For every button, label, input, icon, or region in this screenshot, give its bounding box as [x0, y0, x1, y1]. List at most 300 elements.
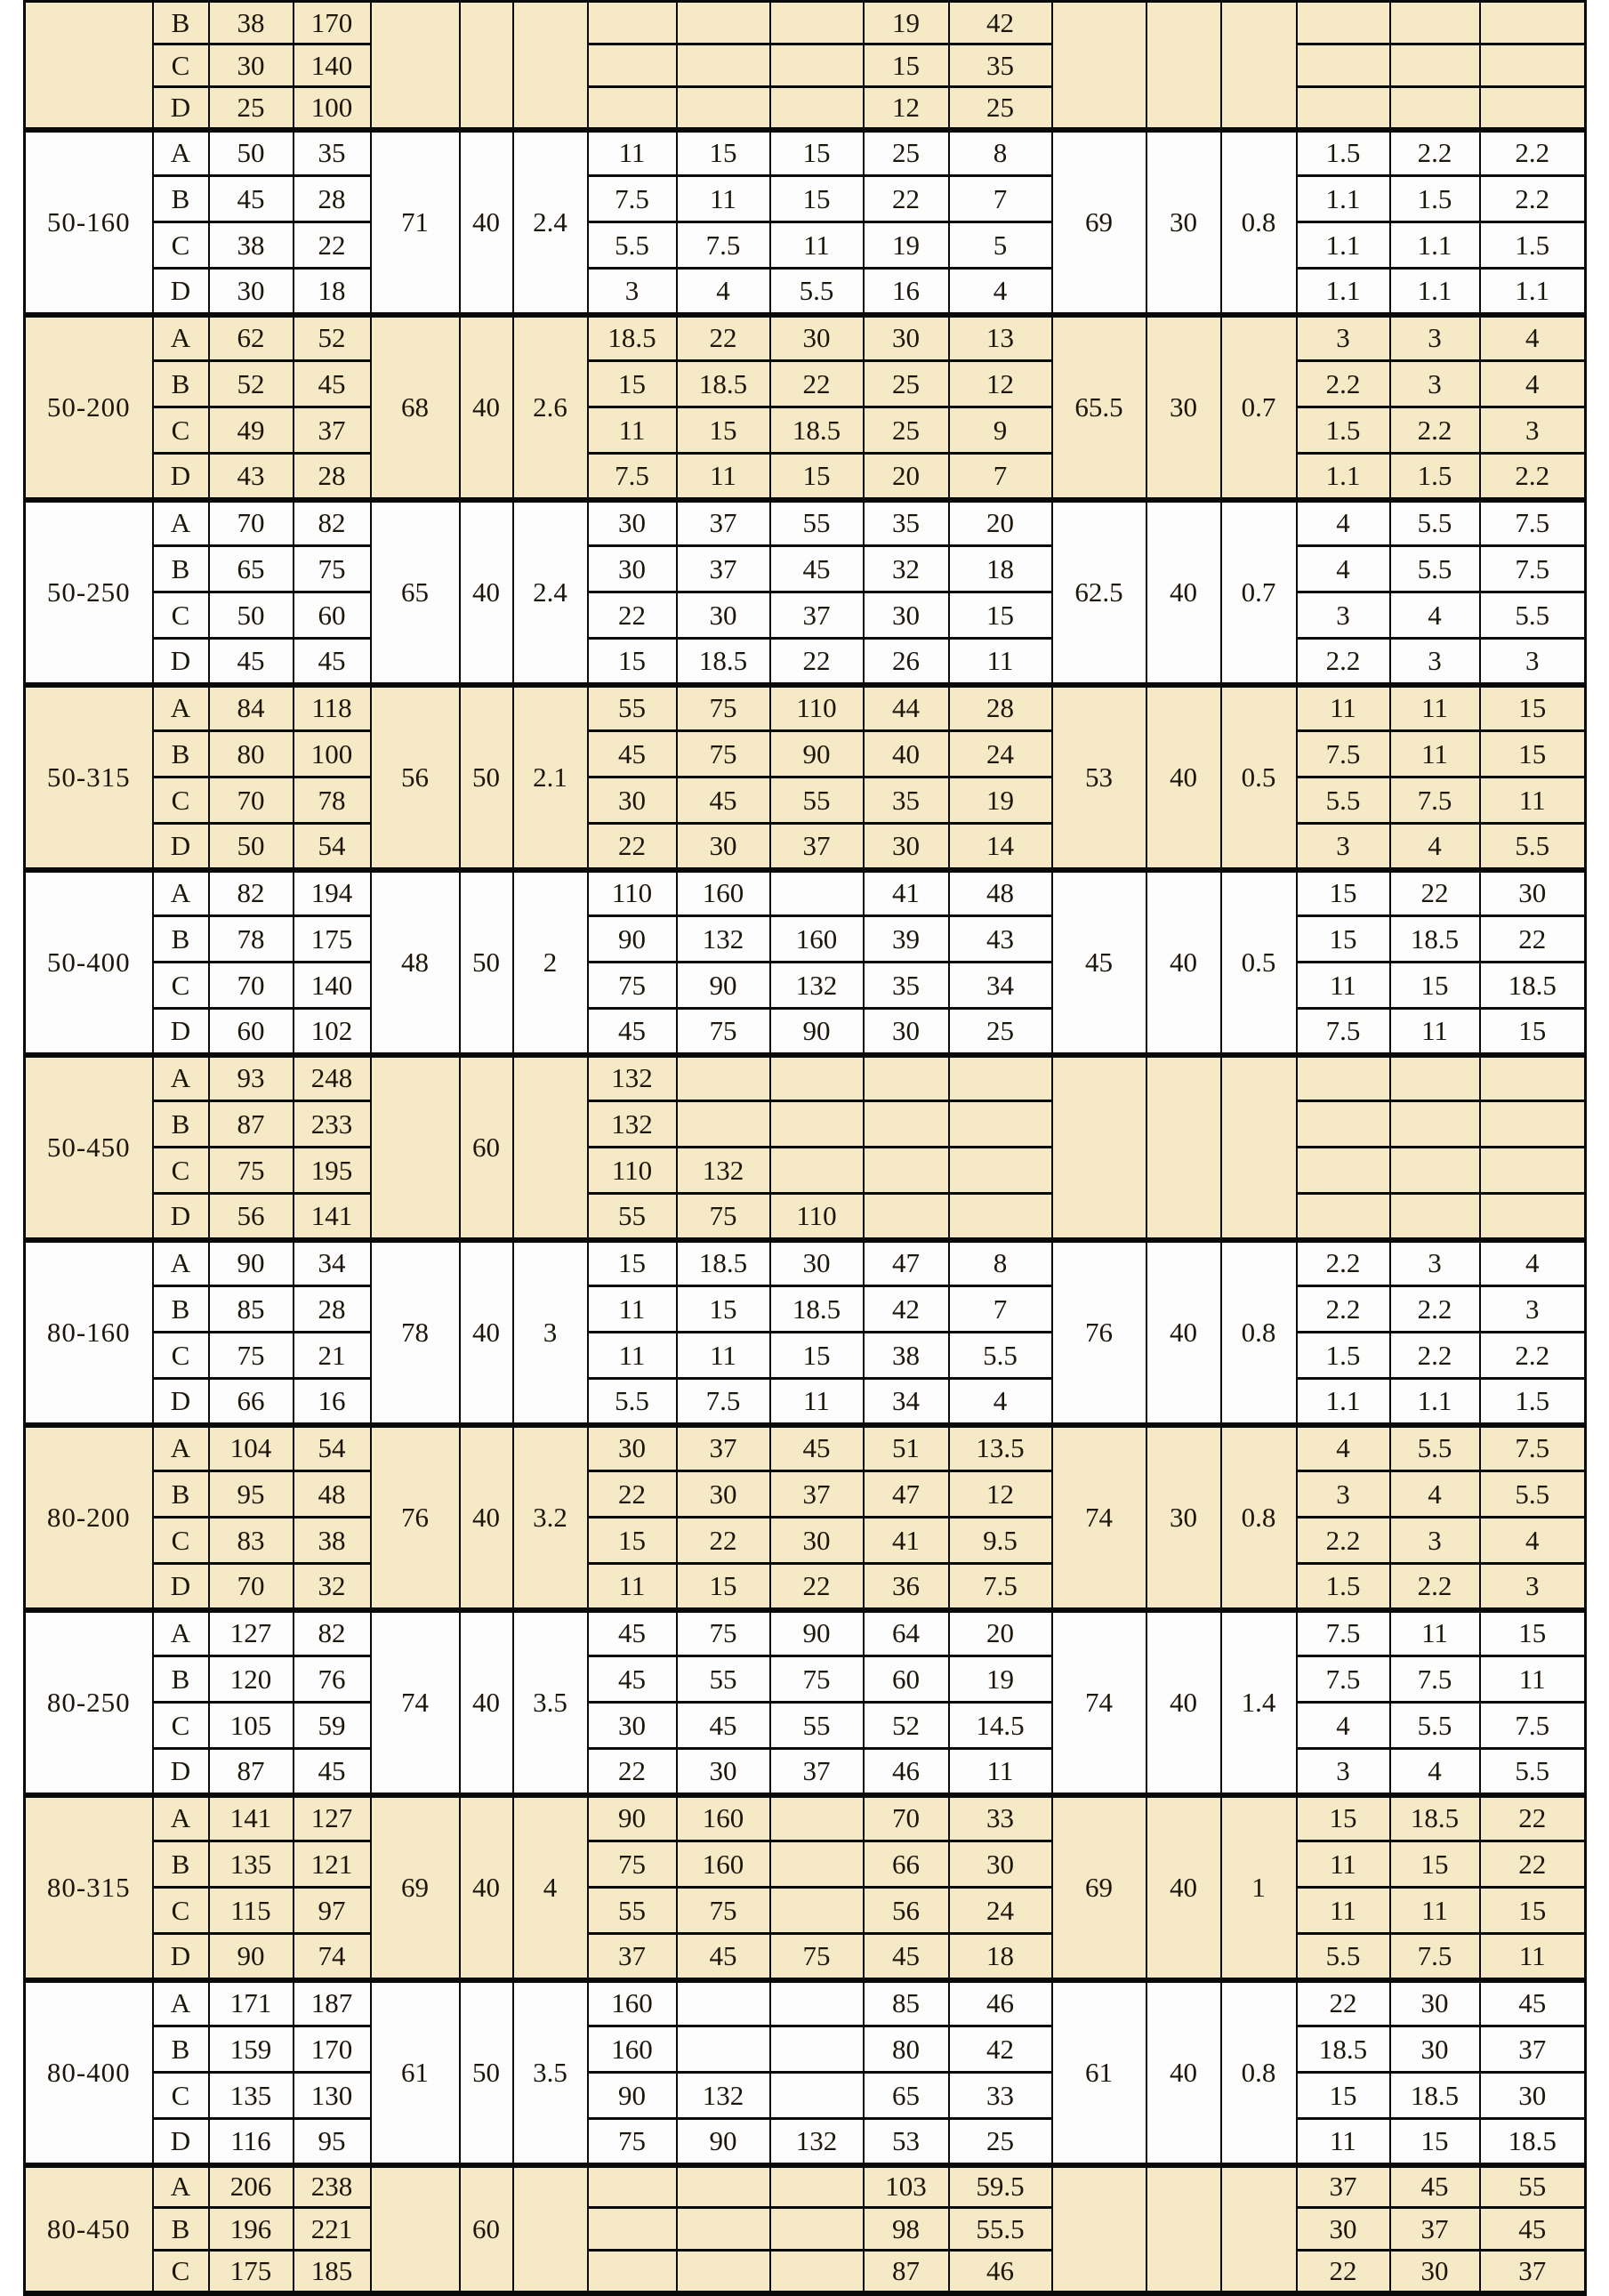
- grade-cell: D: [153, 1379, 209, 1425]
- spec-cell: 30: [864, 315, 949, 361]
- spec-row: [25, 2, 1586, 44]
- spec-cell: 120: [209, 1656, 294, 1703]
- spec-row: [25, 407, 1586, 454]
- spec-cell: 45: [864, 1934, 949, 1980]
- spec-cell: [677, 2026, 770, 2073]
- spec-cell: 1.1: [1390, 269, 1480, 315]
- spec-cell: 37: [677, 546, 770, 592]
- spec-cell: 15: [677, 1564, 770, 1610]
- spec-cell: 55: [770, 500, 864, 546]
- spec-cell: 132: [677, 916, 770, 963]
- spec-cell: 11: [1480, 777, 1586, 824]
- grade-cell: D: [153, 1934, 209, 1980]
- spec-cell: 47: [864, 1240, 949, 1286]
- spec-cell: 54: [294, 1425, 371, 1471]
- spec-cell: 1.1: [1297, 1379, 1390, 1425]
- spec-cell: 55: [770, 777, 864, 824]
- spec-cell: 100: [294, 731, 371, 777]
- model-cell: 80-400: [25, 1980, 153, 2165]
- spec-cell: 25: [864, 130, 949, 176]
- spec-cell: 7: [949, 454, 1052, 500]
- model-cell: 80-315: [25, 1795, 153, 1980]
- spec-cell: [1297, 1101, 1390, 1148]
- spec-cell: 45: [294, 361, 371, 407]
- spec-cell: 22: [1297, 1980, 1390, 2026]
- spec-cell: 45: [209, 639, 294, 685]
- spec-cell: 15: [1297, 916, 1390, 963]
- spec-cell: 160: [588, 1980, 677, 2026]
- spec-cell: 4: [1297, 1703, 1390, 1749]
- spec-cell: [949, 1101, 1052, 1148]
- model-cell: 50-450: [25, 1055, 153, 1240]
- spec-cell: 1.5: [1297, 407, 1390, 454]
- spec-row: [25, 685, 1586, 731]
- model-cell: 80-450: [25, 2165, 153, 2293]
- spec-merged-cell: 40: [460, 315, 513, 500]
- spec-cell: 90: [770, 731, 864, 777]
- model-cell: 50-250: [25, 500, 153, 685]
- spec-row: [25, 1795, 1586, 1841]
- spec-cell: 7.5: [1297, 1656, 1390, 1703]
- spec-merged-cell: 3.5: [513, 1980, 588, 2165]
- spec-cell: 52: [864, 1703, 949, 1749]
- spec-cell: 2.2: [1297, 639, 1390, 685]
- spec-row: [25, 1425, 1586, 1471]
- spec-cell: 38: [209, 222, 294, 269]
- spec-cell: 187: [294, 1980, 371, 2026]
- spec-cell: 15: [1480, 1610, 1586, 1656]
- spec-cell: 65: [209, 546, 294, 592]
- spec-cell: 7.5: [1480, 546, 1586, 592]
- spec-cell: 170: [294, 2, 371, 44]
- spec-cell: 22: [588, 824, 677, 870]
- spec-row: [25, 824, 1586, 870]
- spec-cell: 87: [864, 2251, 949, 2293]
- spec-cell: 87: [209, 1101, 294, 1148]
- spec-cell: 37: [1480, 2026, 1586, 2073]
- spec-cell: 4: [677, 269, 770, 315]
- spec-cell: 194: [294, 870, 371, 916]
- spec-cell: 15: [1480, 731, 1586, 777]
- spec-row: [25, 361, 1586, 407]
- spec-cell: 43: [209, 454, 294, 500]
- spec-cell: 28: [294, 176, 371, 222]
- spec-cell: 15: [1480, 685, 1586, 731]
- spec-cell: 45: [209, 176, 294, 222]
- spec-merged-cell: 40: [460, 1425, 513, 1610]
- grade-cell: C: [153, 407, 209, 454]
- spec-row: [25, 592, 1586, 639]
- spec-cell: 18.5: [770, 407, 864, 454]
- spec-merged-cell: [371, 2165, 460, 2293]
- grade-cell: B: [153, 1656, 209, 1703]
- spec-cell: [770, 1980, 864, 2026]
- model-cell: 80-160: [25, 1240, 153, 1425]
- spec-cell: 75: [770, 1934, 864, 1980]
- spec-cell: 75: [677, 731, 770, 777]
- spec-cell: 45: [588, 1610, 677, 1656]
- spec-cell: 45: [1480, 1980, 1586, 2026]
- spec-cell: 196: [209, 2208, 294, 2251]
- grade-cell: A: [153, 1980, 209, 2026]
- grade-cell: C: [153, 1148, 209, 1194]
- spec-cell: 4: [949, 269, 1052, 315]
- spec-cell: [1297, 1055, 1390, 1101]
- model-cell: 50-400: [25, 870, 153, 1055]
- spec-cell: [770, 2165, 864, 2208]
- spec-cell: 7.5: [1390, 1656, 1480, 1703]
- spec-cell: 22: [294, 222, 371, 269]
- spec-row: [25, 2251, 1586, 2293]
- spec-merged-cell: 0.7: [1221, 315, 1297, 500]
- spec-cell: 39: [864, 916, 949, 963]
- spec-cell: 90: [770, 1009, 864, 1055]
- spec-cell: 37: [770, 1471, 864, 1518]
- spec-cell: [1390, 1055, 1480, 1101]
- spec-cell: 90: [588, 1795, 677, 1841]
- spec-cell: 15: [770, 454, 864, 500]
- spec-cell: [1297, 1148, 1390, 1194]
- spec-merged-cell: [513, 2165, 588, 2293]
- spec-cell: 160: [677, 1795, 770, 1841]
- spec-cell: 37: [770, 1749, 864, 1795]
- spec-merged-cell: 69: [1052, 130, 1146, 315]
- spec-cell: 75: [209, 1333, 294, 1379]
- spec-cell: 30: [588, 546, 677, 592]
- grade-cell: C: [153, 777, 209, 824]
- spec-cell: 2.2: [1480, 176, 1586, 222]
- spec-cell: 2.2: [1297, 1518, 1390, 1564]
- spec-cell: 70: [864, 1795, 949, 1841]
- spec-cell: 15: [588, 639, 677, 685]
- grade-cell: B: [153, 361, 209, 407]
- spec-cell: 16: [864, 269, 949, 315]
- spec-merged-cell: 0.8: [1221, 130, 1297, 315]
- spec-cell: [1390, 1148, 1480, 1194]
- spec-row: [25, 1194, 1586, 1240]
- spec-cell: [770, 870, 864, 916]
- spec-merged-cell: 61: [1052, 1980, 1146, 2165]
- grade-cell: C: [153, 592, 209, 639]
- grade-cell: B: [153, 546, 209, 592]
- spec-cell: 9: [949, 407, 1052, 454]
- spec-merged-cell: 65.5: [1052, 315, 1146, 500]
- spec-cell: 11: [949, 1749, 1052, 1795]
- spec-cell: 45: [677, 777, 770, 824]
- spec-cell: 11: [588, 407, 677, 454]
- spec-cell: 2.2: [1390, 1333, 1480, 1379]
- spec-cell: [949, 1148, 1052, 1194]
- grade-cell: C: [153, 1333, 209, 1379]
- spec-cell: [770, 1841, 864, 1888]
- spec-cell: 18.5: [1390, 1795, 1480, 1841]
- spec-cell: 30: [677, 592, 770, 639]
- spec-cell: 13: [949, 315, 1052, 361]
- spec-cell: 37: [294, 407, 371, 454]
- spec-cell: 11: [949, 639, 1052, 685]
- pump-spec-table: [23, 0, 1587, 2296]
- grade-cell: A: [153, 870, 209, 916]
- spec-merged-cell: [1221, 1055, 1297, 1240]
- spec-cell: 70: [209, 777, 294, 824]
- spec-cell: 54: [294, 824, 371, 870]
- grade-cell: B: [153, 2, 209, 44]
- spec-cell: 3: [1297, 592, 1390, 639]
- spec-cell: 25: [864, 361, 949, 407]
- spec-cell: 3: [1480, 1286, 1586, 1333]
- spec-cell: [677, 2, 770, 44]
- spec-merged-cell: 45: [1052, 870, 1146, 1055]
- spec-cell: 83: [209, 1518, 294, 1564]
- spec-cell: 105: [209, 1703, 294, 1749]
- spec-cell: 30: [864, 1009, 949, 1055]
- spec-cell: 1.1: [1297, 176, 1390, 222]
- spec-cell: 160: [770, 916, 864, 963]
- spec-cell: [1297, 87, 1390, 130]
- spec-cell: 132: [770, 963, 864, 1009]
- spec-cell: 45: [677, 1703, 770, 1749]
- spec-cell: 12: [949, 361, 1052, 407]
- spec-cell: 9.5: [949, 1518, 1052, 1564]
- spec-row: [25, 2165, 1586, 2208]
- spec-cell: 7.5: [1297, 731, 1390, 777]
- spec-cell: 115: [209, 1888, 294, 1934]
- spec-cell: 43: [949, 916, 1052, 963]
- spec-cell: 7.5: [677, 1379, 770, 1425]
- spec-cell: 48: [949, 870, 1052, 916]
- spec-cell: [770, 1888, 864, 1934]
- spec-cell: 37: [677, 1425, 770, 1471]
- spec-merged-cell: 2.4: [513, 500, 588, 685]
- spec-cell: 45: [588, 1009, 677, 1055]
- spec-cell: 62: [209, 315, 294, 361]
- spec-cell: 75: [588, 2119, 677, 2165]
- spec-row: [25, 500, 1586, 546]
- spec-cell: 64: [864, 1610, 949, 1656]
- spec-cell: 34: [864, 1379, 949, 1425]
- spec-cell: [677, 44, 770, 87]
- spec-cell: 18.5: [1297, 2026, 1390, 2073]
- spec-merged-cell: [1146, 2, 1221, 130]
- spec-cell: 19: [864, 2, 949, 44]
- spec-row: [25, 963, 1586, 1009]
- spec-merged-cell: 4: [513, 1795, 588, 1980]
- spec-cell: 85: [209, 1286, 294, 1333]
- spec-cell: 1.1: [1297, 454, 1390, 500]
- grade-cell: D: [153, 269, 209, 315]
- spec-cell: 4: [1480, 315, 1586, 361]
- spec-cell: [1390, 44, 1480, 87]
- spec-cell: 82: [209, 870, 294, 916]
- spec-cell: [1297, 1194, 1390, 1240]
- spec-cell: 30: [770, 315, 864, 361]
- spec-cell: [588, 2208, 677, 2251]
- grade-cell: A: [153, 315, 209, 361]
- spec-cell: 15: [677, 130, 770, 176]
- spec-row: [25, 87, 1586, 130]
- spec-cell: 7.5: [1480, 1703, 1586, 1749]
- spec-cell: 15: [864, 44, 949, 87]
- spec-cell: 75: [588, 1841, 677, 1888]
- spec-cell: 45: [770, 1425, 864, 1471]
- spec-cell: 75: [677, 685, 770, 731]
- spec-cell: [1297, 44, 1390, 87]
- grade-cell: A: [153, 1610, 209, 1656]
- spec-cell: 95: [209, 1471, 294, 1518]
- spec-cell: 45: [588, 1656, 677, 1703]
- spec-cell: 118: [294, 685, 371, 731]
- spec-cell: 45: [588, 731, 677, 777]
- spec-cell: 4: [1390, 824, 1480, 870]
- spec-cell: 82: [294, 1610, 371, 1656]
- spec-cell: 84: [209, 685, 294, 731]
- spec-cell: 51: [864, 1425, 949, 1471]
- spec-cell: 42: [949, 2, 1052, 44]
- spec-cell: 90: [588, 916, 677, 963]
- spec-row: [25, 916, 1586, 963]
- spec-cell: 48: [294, 1471, 371, 1518]
- spec-cell: 15: [1297, 870, 1390, 916]
- spec-cell: 175: [209, 2251, 294, 2293]
- spec-cell: 100: [294, 87, 371, 130]
- spec-cell: 25: [949, 1009, 1052, 1055]
- spec-cell: [864, 1194, 949, 1240]
- spec-row: [25, 1564, 1586, 1610]
- spec-cell: 37: [677, 500, 770, 546]
- spec-cell: 11: [1480, 1934, 1586, 1980]
- spec-cell: 1.5: [1297, 1564, 1390, 1610]
- spec-merged-cell: [1052, 1055, 1146, 1240]
- spec-cell: 11: [1390, 731, 1480, 777]
- spec-cell: 97: [294, 1888, 371, 1934]
- spec-cell: 45: [770, 546, 864, 592]
- spec-merged-cell: 40: [1146, 1240, 1221, 1425]
- spec-cell: [1297, 2, 1390, 44]
- grade-cell: D: [153, 454, 209, 500]
- spec-merged-cell: 0.5: [1221, 870, 1297, 1055]
- spec-merged-cell: 74: [371, 1610, 460, 1795]
- spec-cell: 55: [770, 1703, 864, 1749]
- spec-cell: 95: [294, 2119, 371, 2165]
- spec-cell: 2.2: [1297, 1240, 1390, 1286]
- spec-cell: 141: [294, 1194, 371, 1240]
- spec-merged-cell: [1221, 2, 1297, 130]
- spec-merged-cell: 60: [460, 2165, 513, 2293]
- spec-cell: [770, 2073, 864, 2119]
- spec-cell: 18.5: [1390, 916, 1480, 963]
- spec-cell: 98: [864, 2208, 949, 2251]
- spec-merged-cell: 74: [1052, 1425, 1146, 1610]
- spec-cell: 11: [1390, 685, 1480, 731]
- spec-cell: 36: [864, 1564, 949, 1610]
- spec-cell: 74: [294, 1934, 371, 1980]
- spec-cell: 130: [294, 2073, 371, 2119]
- spec-cell: 1.1: [1390, 222, 1480, 269]
- spec-row: [25, 2073, 1586, 2119]
- spec-cell: 30: [949, 1841, 1052, 1888]
- spec-cell: [588, 87, 677, 130]
- spec-cell: [677, 87, 770, 130]
- spec-cell: 22: [677, 1518, 770, 1564]
- spec-cell: 11: [588, 1286, 677, 1333]
- spec-cell: 47: [864, 1471, 949, 1518]
- spec-cell: 206: [209, 2165, 294, 2208]
- spec-cell: 160: [677, 1841, 770, 1888]
- grade-cell: D: [153, 2119, 209, 2165]
- spec-cell: 30: [1390, 2251, 1480, 2293]
- grade-cell: D: [153, 639, 209, 685]
- spec-cell: 30: [677, 824, 770, 870]
- spec-cell: 5.5: [588, 222, 677, 269]
- spec-row: [25, 176, 1586, 222]
- spec-cell: 3: [1390, 315, 1480, 361]
- spec-cell: 22: [588, 1471, 677, 1518]
- spec-cell: 18.5: [1390, 2073, 1480, 2119]
- spec-cell: 93: [209, 1055, 294, 1101]
- spec-cell: 2.2: [1297, 1286, 1390, 1333]
- spec-row: [25, 130, 1586, 176]
- spec-cell: 1.5: [1390, 454, 1480, 500]
- spec-merged-cell: 61: [371, 1980, 460, 2165]
- spec-cell: [1390, 87, 1480, 130]
- spec-cell: 35: [294, 130, 371, 176]
- spec-merged-cell: 40: [1146, 685, 1221, 870]
- spec-row: [25, 1518, 1586, 1564]
- spec-merged-cell: 74: [1052, 1610, 1146, 1795]
- spec-cell: 90: [588, 2073, 677, 2119]
- spec-row: [25, 1055, 1586, 1101]
- spec-cell: 5.5: [1297, 777, 1390, 824]
- spec-cell: 3: [1480, 1564, 1586, 1610]
- spec-row: [25, 1841, 1586, 1888]
- spec-cell: 18.5: [677, 1240, 770, 1286]
- spec-cell: 37: [770, 592, 864, 639]
- spec-cell: [1480, 2, 1586, 44]
- grade-cell: B: [153, 2208, 209, 2251]
- spec-cell: 11: [1480, 1656, 1586, 1703]
- spec-cell: 15: [1480, 1888, 1586, 1934]
- spec-merged-cell: 0.8: [1221, 1240, 1297, 1425]
- spec-cell: 75: [677, 1194, 770, 1240]
- grade-cell: D: [153, 824, 209, 870]
- grade-cell: B: [153, 2026, 209, 2073]
- spec-cell: 55: [588, 1888, 677, 1934]
- spec-cell: 7.5: [1297, 1610, 1390, 1656]
- spec-cell: 41: [864, 870, 949, 916]
- spec-cell: 160: [588, 2026, 677, 2073]
- spec-row: [25, 1656, 1586, 1703]
- spec-row: [25, 777, 1586, 824]
- spec-cell: 82: [294, 500, 371, 546]
- spec-cell: 30: [677, 1471, 770, 1518]
- spec-merged-cell: 0.5: [1221, 685, 1297, 870]
- spec-cell: 37: [588, 1934, 677, 1980]
- model-cell: 50-160: [25, 130, 153, 315]
- spec-cell: 22: [588, 1749, 677, 1795]
- grade-cell: B: [153, 916, 209, 963]
- spec-cell: 18: [949, 546, 1052, 592]
- spec-cell: 50: [209, 592, 294, 639]
- spec-cell: 26: [864, 639, 949, 685]
- spec-cell: 132: [588, 1055, 677, 1101]
- spec-cell: 2.2: [1390, 130, 1480, 176]
- spec-cell: 20: [864, 454, 949, 500]
- spec-cell: 18.5: [770, 1286, 864, 1333]
- spec-cell: [864, 1101, 949, 1148]
- spec-cell: [588, 2165, 677, 2208]
- spec-cell: 30: [209, 44, 294, 87]
- spec-cell: [949, 1055, 1052, 1101]
